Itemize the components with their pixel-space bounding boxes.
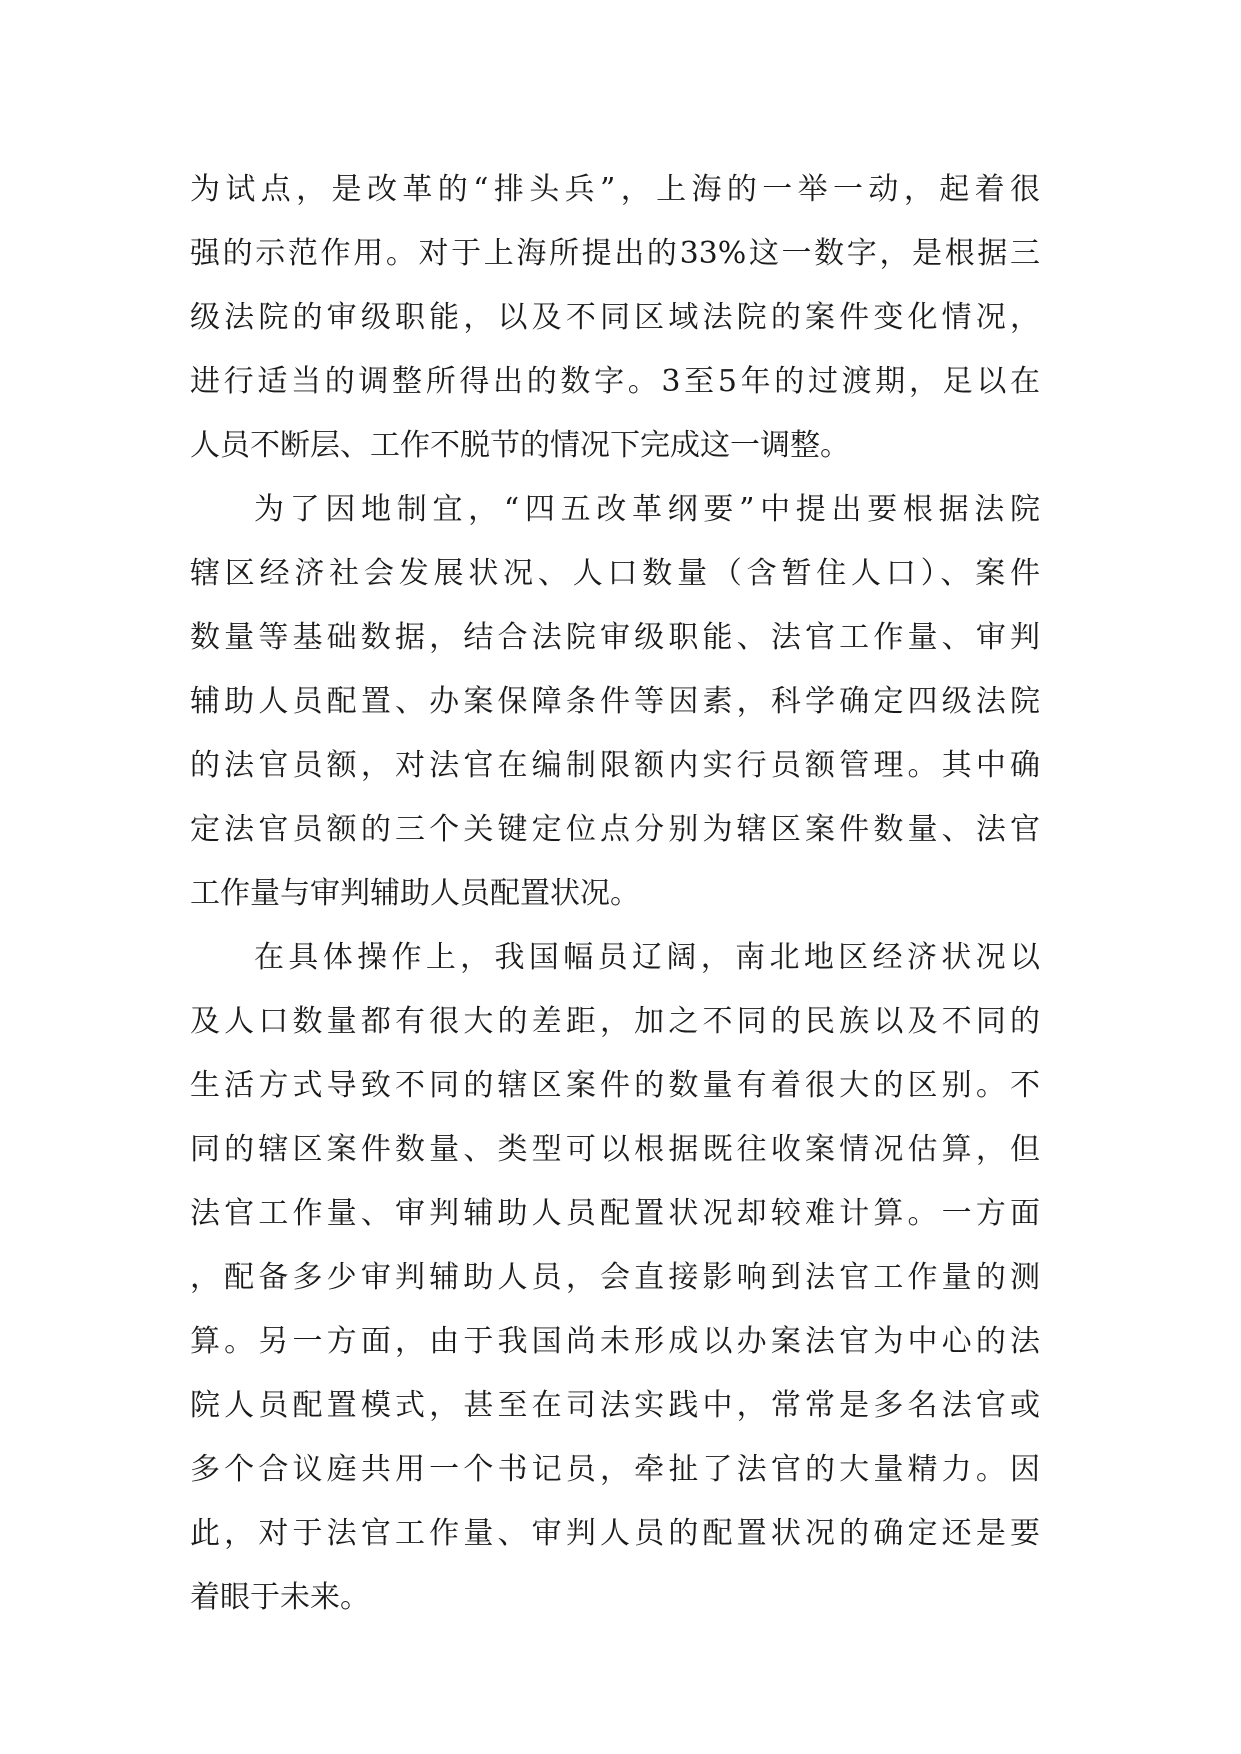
document-page: [190, 158, 1040, 1630]
text-line: 工作量与审判辅助人员配置状况。: [190, 876, 640, 911]
text-line: 人员不断层、工作不脱节的情况下完成这一调整。: [190, 428, 850, 463]
text-line: 为了因地制宜，“四五改革纲要”中提出要根据法院: [254, 492, 1040, 527]
text-line: 定法官员额的三个关键定位点分别为辖区案件数量、法官: [190, 812, 1040, 847]
text-line: 及人口数量都有很大的差距，加之不同的民族以及不同的: [190, 1004, 1040, 1039]
text-line: 此，对于法官工作量、审判人员的配置状况的确定还是要: [190, 1516, 1040, 1551]
text-line: 在具体操作上，我国幅员辽阔，南北地区经济状况以: [254, 940, 1040, 975]
text-line: 辅助人员配置、办案保障条件等因素，科学确定四级法院: [190, 684, 1040, 719]
text-line: 数量等基础数据，结合法院审级职能、法官工作量、审判: [190, 620, 1040, 655]
text-line: 强的示范作用。对于上海所提出的33%这一数字，是根据三: [190, 236, 1040, 271]
text-line: 着眼于未来。: [190, 1580, 370, 1615]
text-line: 法官工作量、审判辅助人员配置状况却较难计算。一方面: [190, 1196, 1040, 1231]
text-line: 级法院的审级职能，以及不同区域法院的案件变化情况，: [190, 300, 1040, 335]
text-line: 为试点，是改革的“排头兵”，上海的一举一动，起着很: [190, 172, 1040, 207]
text-line: 辖区经济社会发展状况、人口数量（含暂住人口）、案件: [190, 556, 1040, 591]
text-line: 多个合议庭共用一个书记员，牵扯了法官的大量精力。因: [190, 1452, 1040, 1487]
paragraph-1: [190, 158, 1040, 478]
text-line: 算。另一方面，由于我国尚未形成以办案法官为中心的法: [190, 1324, 1040, 1359]
text-line: 院人员配置模式，甚至在司法实践中，常常是多名法官或: [190, 1388, 1040, 1423]
text-line: 进行适当的调整所得出的数字。3至5年的过渡期，足以在: [190, 364, 1040, 399]
text-line: ，配备多少审判辅助人员，会直接影响到法官工作量的测: [190, 1260, 1040, 1295]
text-line: 的法官员额，对法官在编制限额内实行员额管理。其中确: [190, 748, 1040, 783]
paragraph-3: [190, 926, 1040, 1630]
paragraph-2: [190, 478, 1040, 926]
text-line: 生活方式导致不同的辖区案件的数量有着很大的区别。不: [190, 1068, 1040, 1103]
text-line: 同的辖区案件数量、类型可以根据既往收案情况估算，但: [190, 1132, 1040, 1167]
